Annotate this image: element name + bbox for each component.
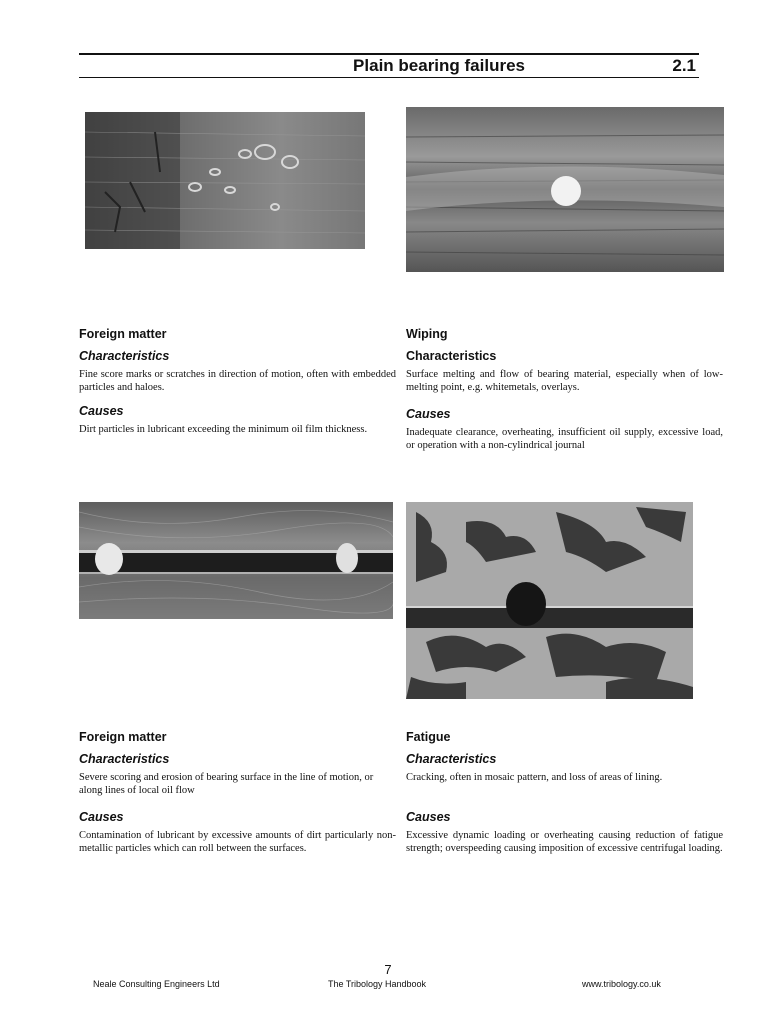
footer-book-title: The Tribology Handbook bbox=[328, 979, 427, 989]
photo-foreign-matter-scratches bbox=[85, 112, 365, 249]
causes-heading: Causes bbox=[79, 404, 124, 418]
characteristics-text: Fine score marks or scratches in direction of motion, often with embedded particles and haloes. bbox=[79, 369, 396, 393]
section-foreign-matter-2 bbox=[79, 729, 396, 855]
section-fatigue bbox=[406, 729, 723, 855]
section-title: Fatigue bbox=[406, 730, 451, 744]
footer-website-link[interactable]: www.tribology.co.uk bbox=[582, 979, 661, 989]
section-number: 2.1 bbox=[672, 56, 696, 75]
characteristics-heading: Characteristics bbox=[406, 349, 497, 363]
characteristics-heading: Characteristics bbox=[79, 752, 170, 766]
characteristics-heading: Characteristics bbox=[406, 752, 497, 766]
causes-heading: Causes bbox=[406, 407, 451, 421]
footer-company: Neale Consulting Engineers Ltd bbox=[93, 979, 220, 989]
page-title: Plain bearing failures bbox=[353, 56, 525, 75]
section-title: Foreign matter bbox=[79, 327, 167, 341]
section-title: Wiping bbox=[406, 327, 448, 341]
causes-heading: Causes bbox=[79, 810, 124, 824]
photo-wiping bbox=[406, 107, 724, 272]
photo-fatigue bbox=[406, 502, 693, 699]
characteristics-text: Severe scoring and erosion of bearing surface in the line of motion, or along lines of local oil flow bbox=[79, 772, 374, 796]
characteristics-text: Cracking, often in mosaic pattern, and loss of areas of lining. bbox=[406, 772, 663, 783]
header-rule-bottom bbox=[79, 77, 699, 78]
causes-text: Inadequate clearance, overheating, insufficient oil supply, excessive load, or operation with a non-cylindrical journal bbox=[406, 427, 723, 451]
causes-text: Dirt particles in lubricant exceeding the minimum oil film thickness. bbox=[79, 424, 368, 435]
causes-heading: Causes bbox=[406, 810, 451, 824]
causes-text: Excessive dynamic loading or overheating causing reduction of fatigue strength; overspeeding causing imposition of excessive centrifugal loading. bbox=[406, 830, 723, 854]
section-wiping bbox=[406, 326, 723, 452]
section-title: Foreign matter bbox=[79, 730, 167, 744]
page-number: 7 bbox=[384, 962, 392, 977]
characteristics-text: Surface melting and flow of bearing material, especially when of low-melting point, e.g. whitemetals, overlays. bbox=[406, 369, 723, 393]
characteristics-heading: Characteristics bbox=[79, 349, 170, 363]
photo-foreign-matter-scoring bbox=[79, 502, 393, 619]
causes-text: Contamination of lubricant by excessive amounts of dirt particularly non-metallic particles which can roll between the surfaces. bbox=[79, 830, 396, 854]
section-foreign-matter-1 bbox=[79, 326, 396, 436]
